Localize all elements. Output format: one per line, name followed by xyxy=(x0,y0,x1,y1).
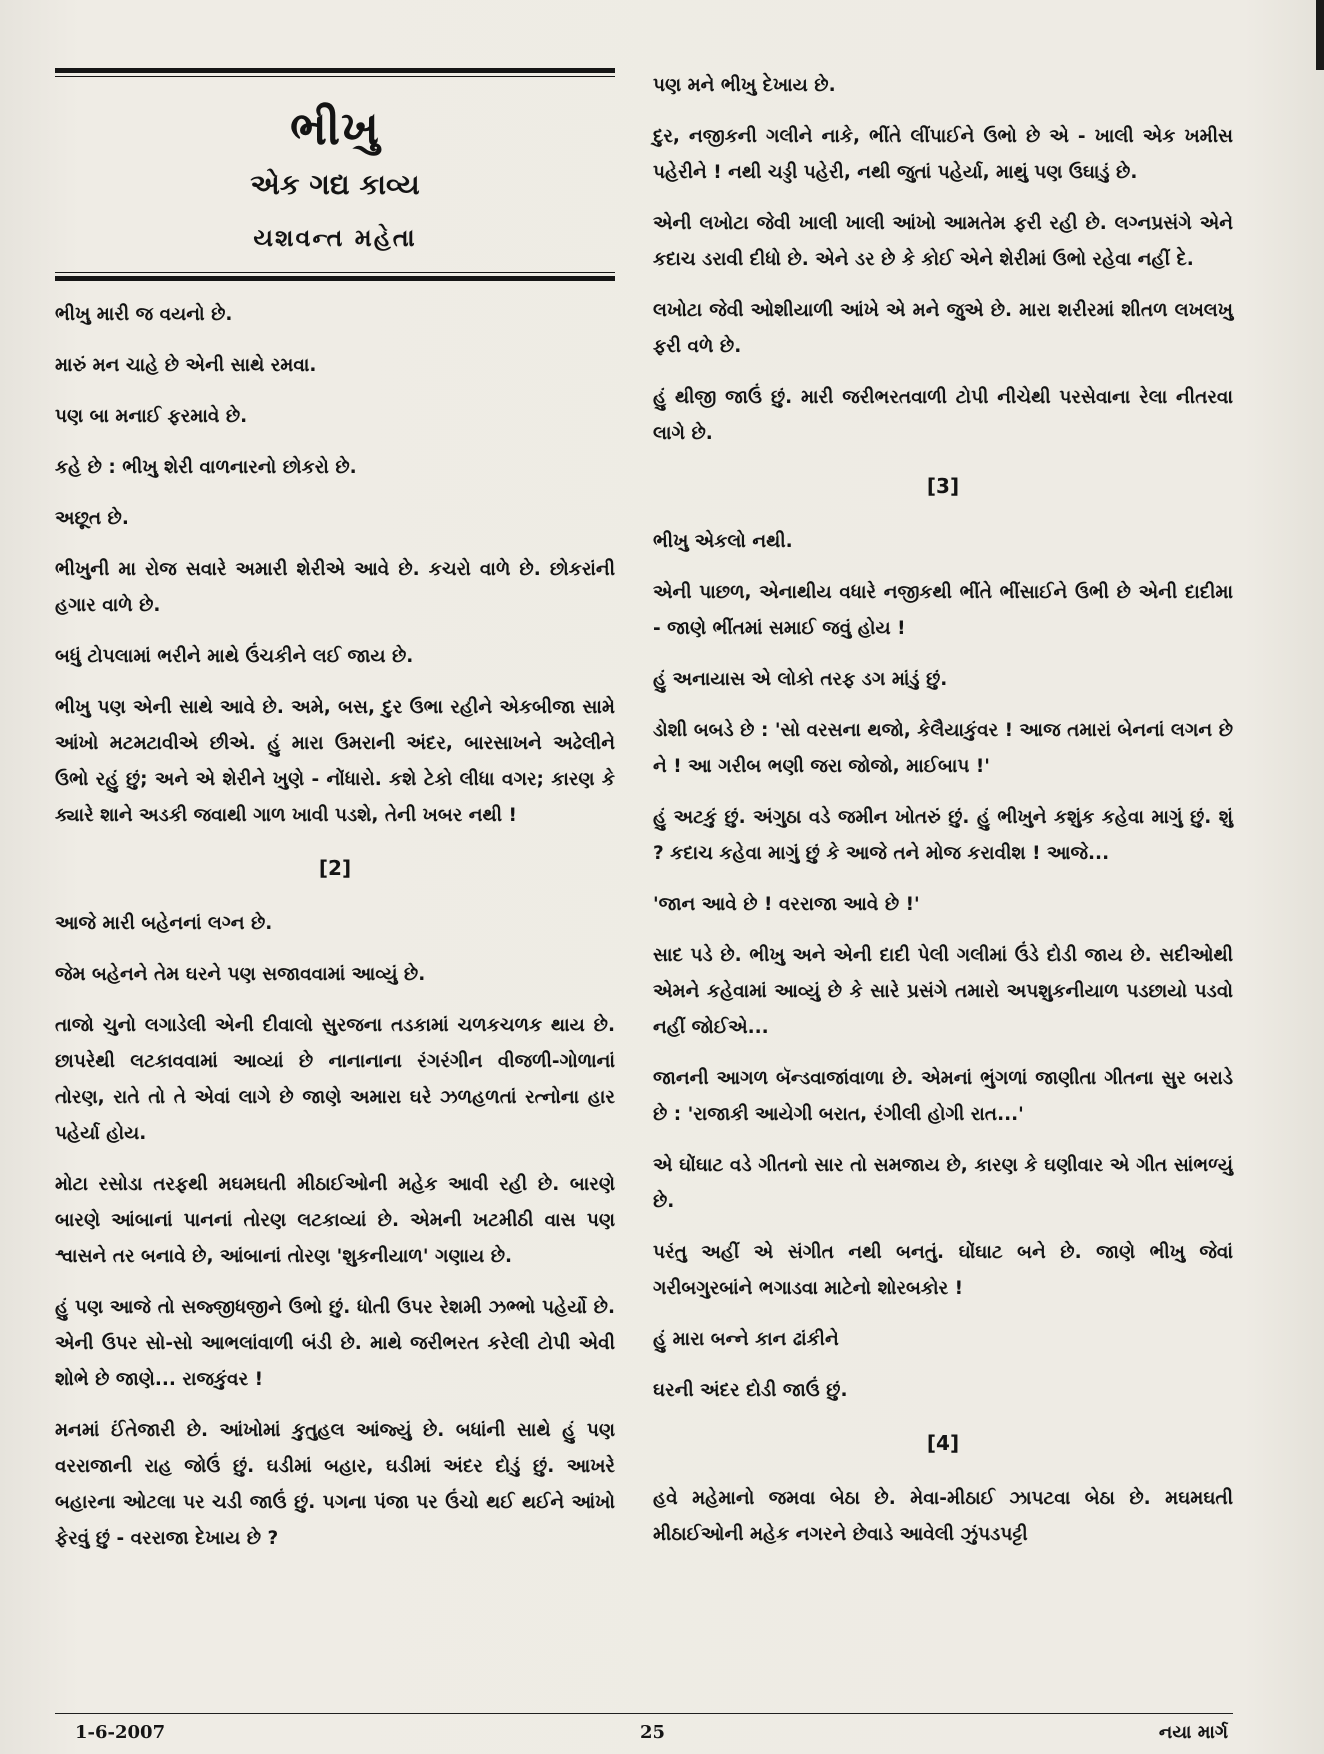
paragraph: ભીખુ પણ એની સાથે આવે છે. અમે, બસ, દુર ઉભા રહીને એકબીજા સામે આંખો મટમટાવીએ છીએ. હું મારા ઉમરાની અંદર, બારસાખને અઢેલીને ઉભો રહું છું; અને એ શેરીને ખુણે - નોંધારો. કશે ટેકો લીધા વગર; કારણ કે ક્યારે શાને અડકી જવાથી ગાળ ખાવી પડશે, તેની ખબર નથી ! xyxy=(55,696,615,826)
paragraph: એની લખોટા જેવી ખાલી ખાલી આંખો આમતેમ ફરી રહી છે. લગ્નપ્રસંગે એને કદાચ ડરાવી દીધો છે. એને ડર છે કે કોઈ એને શેરીમાં ઉભો રહેવા નહીં દે. xyxy=(653,213,1233,270)
title-top-rule xyxy=(55,68,615,73)
paragraph: સાદ પડે છે. ભીખુ અને એની દાદી પેલી ગલીમાં ઉંડે દોડી જાય છે. સદીઓથી એમને કહેવામાં આવ્યું છે કે સારે પ્રસંગે તમારો અપશુકનીયાળ પડછાયો પડવો નહીં જોઈએ... xyxy=(653,945,1233,1038)
paragraph: હું પણ આજે તો સજ્જીધજીને ઉભો છું. ધોતી ઉપર રેશમી ઝભ્ભો પહેર્યો છે. એની ઉપર સો-સો આભલાંવાળી બંડી છે. માથે જરીભરત કરેલી ટોપી એવી શોભે છે જાણે... રાજકુંવર ! xyxy=(55,1296,615,1390)
paragraph: હું મારા બન્ને કાન ઢાંકીને xyxy=(653,1329,839,1350)
title-bottom-rule-thin xyxy=(55,272,615,273)
paragraph: કહે છે : ભીખુ શેરી વાળનારનો છોકરો છે. xyxy=(55,456,357,478)
section-heading-2: [2] xyxy=(318,855,352,880)
paragraph: હું થીજી જાઉં છું. મારી જરીભરતવાળી ટોપી નીચેથી પરસેવાના રેલા નીતરવા લાગે છે. xyxy=(653,387,1233,444)
paragraph: ભીખુ મારી જ વયનો છે. xyxy=(55,303,233,325)
paragraph: ડોશી બબડે છે : 'સો વરસના થજો, કેલૈયાકુંવર ! આજ તમારાં બેનનાં લગન છે ને ! આ ગરીબ ભણી જરા જોજો, માઈબાપ !' xyxy=(653,720,1233,777)
paragraph: ભીખુની મા રોજ સવારે અમારી શેરીએ આવે છે. કચરો વાળે છે. છોકરાંની હગાર વાળે છે. xyxy=(55,558,615,616)
page-number: 25 xyxy=(640,1722,666,1743)
paragraph: એની પાછળ, એનાથીય વધારે નજીકથી ભીંતે ભીંસાઈને ઉભી છે એની દાદીમા - જાણે ભીંતમાં સમાઈ જવું હોય ! xyxy=(653,582,1233,639)
paragraph: આજે મારી બહેનનાં લગ્ન છે. xyxy=(55,912,273,934)
article-title: ભીખુ xyxy=(290,101,380,155)
paragraph: પણ બા મનાઈ ફરમાવે છે. xyxy=(55,405,248,427)
paragraph: પરંતુ અહીં એ સંગીત નથી બનતું. ઘોંઘાટ બને છે. જાણે ભીખુ જેવાં ગરીબગુરબાંને ભગાડવા માટેનો શોરબકોર ! xyxy=(653,1242,1233,1299)
footer-rule xyxy=(55,1713,1233,1714)
paragraph: હું અનાયાસ એ લોકો તરફ ડગ માંડું છું. xyxy=(653,669,948,690)
paragraph: બધું ટોપલામાં ભરીને માથે ઉંચકીને લઈ જાય છે. xyxy=(55,645,414,667)
paragraph: મનમાં ઈંતેજારી છે. આંખોમાં કુતુહલ આંજ્યું છે. બધાંની સાથે હું પણ વરરાજાની રાહ જોઉં છું. ઘડીમાં બહાર, ઘડીમાં અંદર દોડું છું. આખરે બહારના ઓટલા પર ચડી જાઉં છું. પગના પંજા પર ઉંચો થઈ થઈને આંખો ફેરવું છું - વરરાજા દેખાય છે ? xyxy=(55,1419,615,1549)
paragraph: 'જાન આવે છે ! વરરાજા આવે છે !' xyxy=(653,894,920,915)
paragraph: લખોટા જેવી ઓશીયાળી આંખે એ મને જુએ છે. મારા શરીરમાં શીતળ લખલખુ ફરી વળે છે. xyxy=(653,300,1233,357)
magazine-name: નયા માર્ગ xyxy=(1158,1722,1228,1743)
article-author: યશવન્ત મહેતા xyxy=(253,223,417,252)
footer-date: 1-6-2007 xyxy=(75,1722,166,1743)
section-heading-4: [4] xyxy=(926,1431,960,1455)
paragraph: જેમ બહેનને તેમ ઘરને પણ સજાવવામાં આવ્યું છે. xyxy=(55,963,426,985)
paragraph: અછૂત છે. xyxy=(55,507,129,529)
paragraph: હું અટકું છું. અંગુઠા વડે જમીન ખોતરું છું. હું ભીખુને કશુંક કહેવા માગું છું. શું ? કદાચ કહેવા માગું છું કે આજે તને મોજ કરાવીશ ! આજે... xyxy=(653,807,1233,864)
paragraph: જાનની આગળ બૅન્ડવાજાંવાળા છે. એમનાં ભુંગળાં જાણીતા ગીતના સુર બરાડે છે : 'રાજાકી આયેગી બરાત, રંગીલી હોગી રાત...' xyxy=(653,1068,1233,1125)
paragraph: એ ઘોંઘાટ વડે ગીતનો સાર તો સમજાય છે, કારણ કે ઘણીવાર એ ગીત સાંભળ્યું છે. xyxy=(653,1155,1233,1212)
paragraph: ભીખુ એકલો નથી. xyxy=(653,531,793,552)
paragraph: દુર, નજીકની ગલીને નાકે, ભીંતે લીંપાઈને ઉભો છે એ - ખાલી એક ખમીસ પહેરીને ! નથી ચડ્ડી પહેરી, નથી જુતાં પહેર્યા, માથું પણ ઉઘાડું છે. xyxy=(653,126,1233,183)
paragraph: મોટા રસોડા તરફથી મઘમઘતી મીઠાઈઓની મહેક આવી રહી છે. બારણે બારણે આંબાનાં પાનનાં તોરણ લટકાવ્યાં છે. એમની ખટમીઠી વાસ પણ શ્વાસને તર બનાવે છે, આંબાનાં તોરણ 'શુકનીયાળ' ગણાય છે. xyxy=(55,1173,615,1267)
page-edge-shadow xyxy=(1316,0,1324,70)
paragraph: તાજો ચુનો લગાડેલી એની દીવાલો સુરજના તડકામાં ચળકચળક થાય છે. છાપરેથી લટકાવવામાં આવ્યાં છે નાનાનાના રંગરંગીન વીજળી-ગોળાનાં તોરણ, રાતે તો તે એવાં લાગે છે જાણે અમારા ઘરે ઝળહળતાં રત્નોના હાર પહેર્યા હોય. xyxy=(55,1014,615,1144)
article-subtitle: એક ગદ્ય કાવ્ય xyxy=(250,167,420,201)
paragraph: ઘરની અંદર દોડી જાઉં છું. xyxy=(653,1380,848,1401)
paragraph: હવે મહેમાનો જમવા બેઠા છે. મેવા-મીઠાઈ ઝાપટવા બેઠા છે. મઘમઘતી મીઠાઈઓની મહેક નગરને છેવાડે આવેલી ઝુંપડપટ્ટી xyxy=(653,1488,1233,1545)
title-block xyxy=(55,77,615,272)
paragraph: પણ મને ભીખુ દેખાય છે. xyxy=(653,75,836,96)
section-heading-3: [3] xyxy=(926,474,960,498)
left-body xyxy=(55,281,615,1557)
left-column xyxy=(55,68,615,1572)
paragraph: મારું મન ચાહે છે એની સાથે રમવા. xyxy=(55,354,317,376)
right-column xyxy=(653,68,1233,1568)
